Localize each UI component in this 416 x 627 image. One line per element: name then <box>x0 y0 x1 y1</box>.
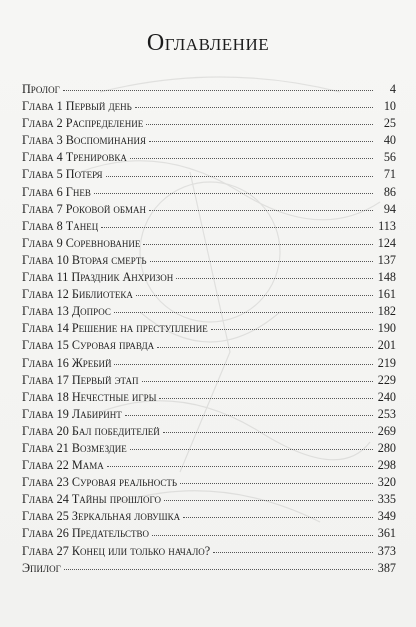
toc-entry <box>22 491 396 508</box>
toc-entry-page-number: 387 <box>377 560 396 575</box>
toc-entry-title: Глава 19 Лабиринт <box>22 406 122 421</box>
toc-entry-page-number: 10 <box>383 99 396 114</box>
toc-entry <box>22 423 396 440</box>
toc-entry <box>22 132 396 149</box>
dot-leader <box>149 141 373 142</box>
toc-entry-page-number: 335 <box>377 492 396 507</box>
toc-entry-page-number: 124 <box>377 235 396 250</box>
dot-leader <box>164 500 373 501</box>
toc-entry <box>22 474 396 491</box>
toc-entry-title: Глава 21 Возмездие <box>22 440 127 455</box>
toc-entry-title: Глава 13 Допрос <box>22 304 111 319</box>
toc-entry-title: Глава 14 Решение на преступление <box>22 321 208 336</box>
toc-entry <box>22 406 396 423</box>
toc-entry-title: Глава 1 Первый день <box>22 99 132 114</box>
toc-entry <box>22 508 396 525</box>
toc-entry-title: Глава 8 Танец <box>22 218 99 233</box>
dot-leader <box>157 347 373 348</box>
toc-entry <box>22 252 396 269</box>
dot-leader <box>213 552 373 553</box>
toc-entry <box>22 201 396 218</box>
page-title: Оглавление <box>146 30 270 56</box>
toc-entry <box>22 235 396 252</box>
toc-entry-title: Глава 18 Нечестные игры <box>22 389 157 404</box>
toc-entry-page-number: 4 <box>389 82 396 96</box>
dot-leader <box>176 278 373 279</box>
toc-entry-page-number: 113 <box>378 218 396 233</box>
toc-entry-page-number: 137 <box>377 252 396 267</box>
dot-leader <box>125 415 373 416</box>
toc-entry <box>22 218 396 235</box>
dot-leader <box>150 261 373 262</box>
toc-entry-page-number: 373 <box>377 543 396 558</box>
toc-entry <box>22 184 396 201</box>
toc-entry-page-number: 349 <box>377 509 396 524</box>
toc-entry <box>22 149 396 166</box>
toc-entry-page-number: 190 <box>377 321 396 336</box>
toc-entry-page-number: 71 <box>383 167 396 182</box>
dot-leader <box>114 364 373 365</box>
toc-entry-title: Глава 6 Гнев <box>22 184 91 199</box>
dot-leader <box>180 483 373 484</box>
dot-leader <box>101 227 373 228</box>
toc-entry-title: Глава 4 Тренировка <box>22 150 127 165</box>
dot-leader <box>146 124 373 125</box>
toc-entry <box>22 355 396 372</box>
toc-entry <box>22 457 396 474</box>
toc-entry-page-number: 280 <box>377 440 396 455</box>
dot-leader <box>135 107 373 108</box>
toc-entry-title: Глава 17 Первый этап <box>22 372 139 387</box>
dot-leader <box>136 295 373 296</box>
dot-leader <box>143 244 373 245</box>
toc-entry-page-number: 148 <box>377 270 396 285</box>
toc-entry-title: Глава 7 Роковой обман <box>22 201 147 216</box>
toc-entry-title: Глава 23 Суровая реальность <box>22 475 178 490</box>
dot-leader <box>142 381 373 382</box>
toc-entry-title: Глава 2 Распределение <box>22 116 144 131</box>
toc-entry <box>22 81 396 98</box>
toc-entry-title: Глава 27 Конец или только начало? <box>22 543 211 558</box>
toc-entry <box>22 389 396 406</box>
dot-leader <box>130 449 373 450</box>
toc-entry-page-number: 219 <box>377 355 396 370</box>
toc-entry-page-number: 182 <box>377 304 396 319</box>
toc-entry-title: Глава 20 Бал победителей <box>22 423 160 438</box>
toc-entry-page-number: 253 <box>377 406 396 421</box>
dot-leader <box>163 432 373 433</box>
toc-entry-title: Глава 22 Мама <box>22 458 104 473</box>
toc-entry-page-number: 229 <box>377 372 396 387</box>
dot-leader <box>107 466 373 467</box>
toc-entry <box>22 303 396 320</box>
toc-entry <box>22 525 396 542</box>
dot-leader <box>152 535 373 536</box>
toc-entry-page-number: 269 <box>377 423 396 438</box>
toc-entry-title: Эпилог <box>22 560 61 575</box>
toc-entry <box>22 440 396 457</box>
toc-entry <box>22 286 396 303</box>
toc-entry-title: Глава 9 Соревнование <box>22 235 141 250</box>
dot-leader <box>63 90 373 91</box>
toc-entry <box>22 337 396 354</box>
toc-entry-title: Глава 11 Праздник Анхризон <box>22 270 174 285</box>
toc-entry <box>22 560 396 577</box>
toc-entry-page-number: 361 <box>377 526 396 541</box>
table-of-contents <box>22 81 396 577</box>
dot-leader <box>94 193 373 194</box>
dot-leader <box>64 569 373 570</box>
toc-entry-page-number: 86 <box>383 184 396 199</box>
toc-entry-page-number: 201 <box>377 338 396 353</box>
toc-entry-page-number: 56 <box>383 150 396 165</box>
toc-entry <box>22 166 396 183</box>
dot-leader <box>114 312 373 313</box>
toc-entry-title: Глава 15 Суровая правда <box>22 338 155 353</box>
toc-entry-page-number: 25 <box>383 116 396 131</box>
toc-entry-page-number: 298 <box>377 458 396 473</box>
dot-leader <box>149 210 373 211</box>
toc-entry-title: Глава 25 Зеркальная ловушка <box>22 509 181 524</box>
toc-entry <box>22 372 396 389</box>
toc-entry-title: Глава 26 Предательство <box>22 526 149 541</box>
toc-entry-title: Глава 24 Тайны прошлого <box>22 492 161 507</box>
toc-entry-title: Глава 5 Потеря <box>22 167 103 182</box>
toc-entry <box>22 115 396 132</box>
dot-leader <box>106 176 373 177</box>
dot-leader <box>211 329 373 330</box>
toc-entry-page-number: 161 <box>377 287 396 302</box>
dot-leader <box>183 517 373 518</box>
toc-entry <box>22 543 396 560</box>
toc-entry-title: Глава 3 Воспоминания <box>22 133 147 148</box>
toc-entry <box>22 98 396 115</box>
toc-entry-page-number: 94 <box>383 201 396 216</box>
toc-entry-title: Глава 12 Библиотека <box>22 287 133 302</box>
dot-leader <box>130 158 373 159</box>
toc-entry-title: Пролог <box>22 82 60 96</box>
toc-entry <box>22 320 396 337</box>
toc-entry-page-number: 40 <box>383 133 396 148</box>
dot-leader <box>159 398 373 399</box>
toc-entry-title: Глава 10 Вторая смерть <box>22 252 147 267</box>
toc-entry-title: Глава 16 Жребий <box>22 355 112 370</box>
toc-entry-page-number: 240 <box>377 389 396 404</box>
toc-entry-page-number: 320 <box>377 475 396 490</box>
toc-entry <box>22 269 396 286</box>
